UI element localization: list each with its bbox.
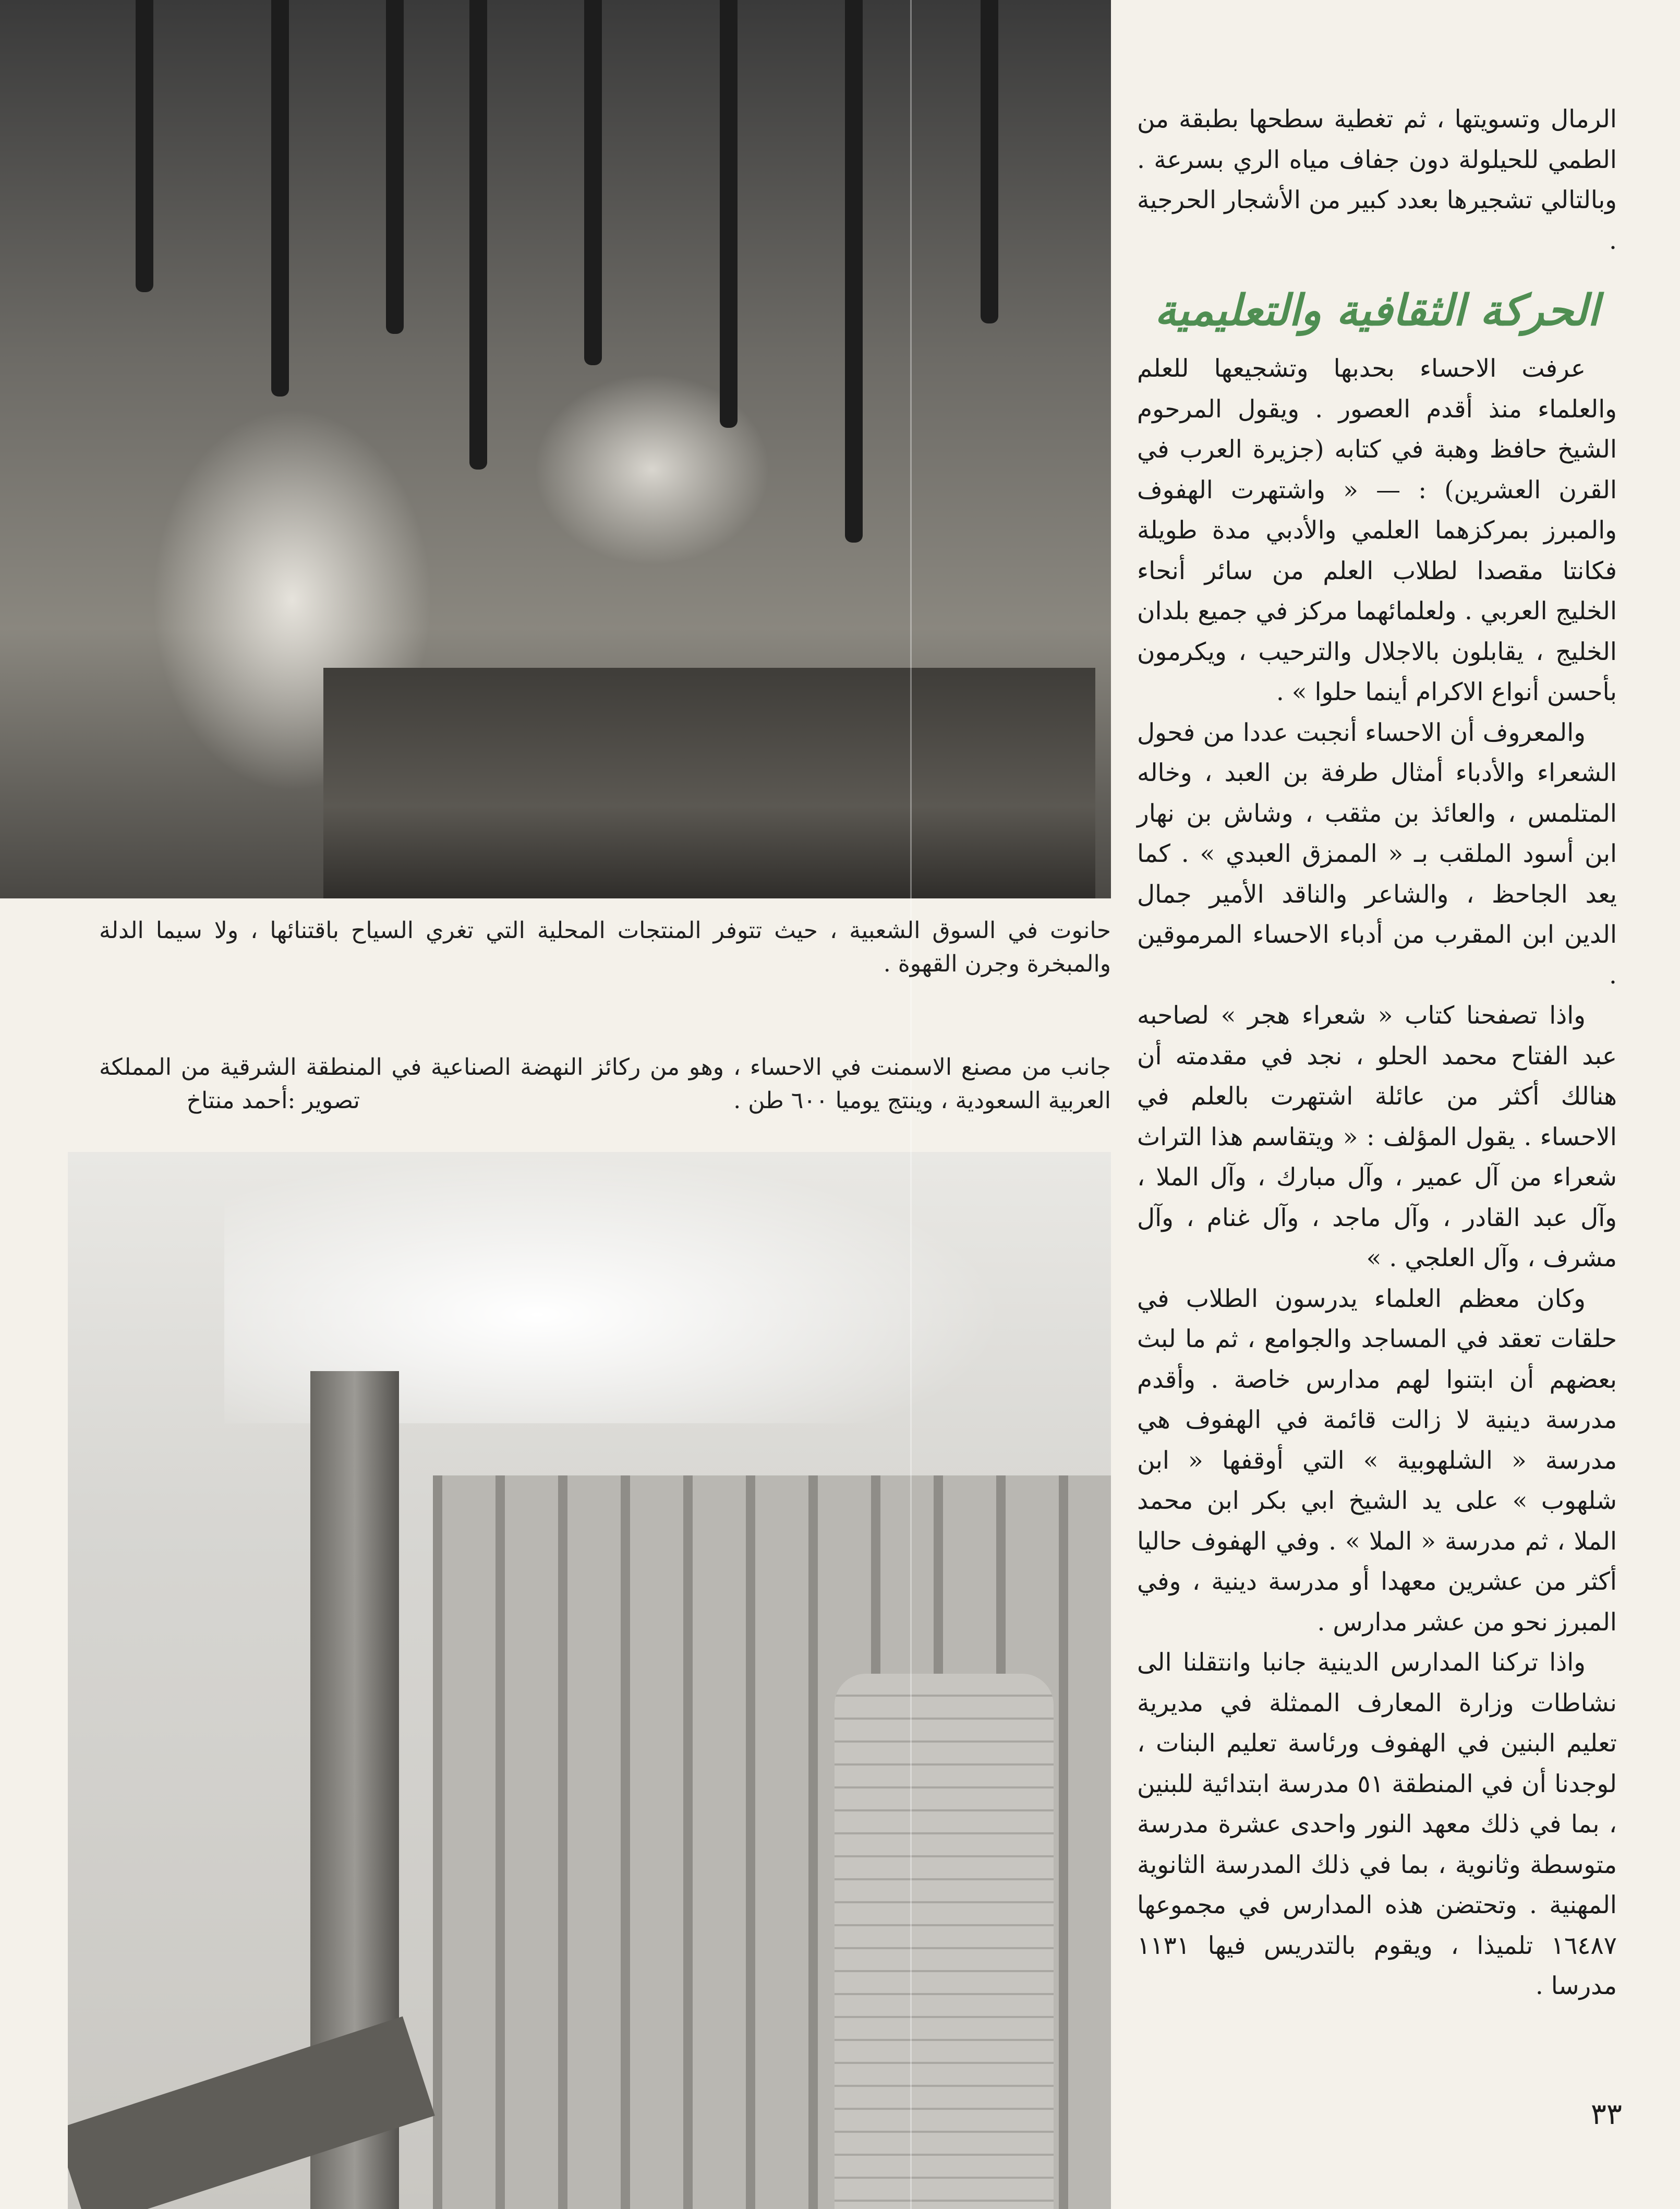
- article-paragraph: عرفت الاحساء بحدبها وتشجيعها للعلم والعلماء منذ أقدم العصور . ويقول المرحوم الشيخ حافظ وهبة في كتابه (جزيرة العرب في القرن العشرين) : — « واشتهرت الهفوف والمبرز بمركزهما العلمي والأدبي مدة طويلة فكانتا مقصدا لطلاب العلم من سائر أنحاء الخليج العربي . ولعلمائهما مركز في جميع بلدان الخليج ، يقابلون بالاجلال والترحيب ، ويكرمون بأحسن أنواع الاكرام أينما حلوا » .: [1137, 354, 1617, 706]
- page-number: ٣٣: [1590, 2097, 1622, 2131]
- article-paragraph: واذا تصفحنا كتاب « شعراء هجر » لصاحبه عبد الفتاح محمد الحلو ، نجد في مقدمته أن هنالك أكثر من عائلة اشتهرت بالعلم في الاحساء . يقول المؤلف : « ويتقاسم هذا التراث شعراء من آل عمير ، وآل مبارك ، وآل الملا ، وآل عبد القادر ، وآل ماجد ، وآل غنام ، وآل مشرف ، وآل العلجي . »: [1137, 1001, 1617, 1272]
- section-heading: الحركة الثقافية والتعليمية: [1154, 285, 1600, 335]
- article-paragraph: والمعروف أن الاحساء أنجبت عددا من فحول الشعراء والأدباء أمثال طرفة بن العبد ، وخاله المتلمس ، والعائذ بن مثقب ، وشاش بن نهار ابن أسود الملقب بـ « الممزق العبدي » . كما يعد الجاحظ ، والشاعر والناقد الأمير جمال الدين ابن المقرب من أدباء الاحساء المرموقين .: [1137, 718, 1617, 990]
- photo-credit: تصوير :أحمد منتاخ: [186, 1087, 360, 1114]
- cement-factory-photo: [68, 1152, 1111, 2209]
- souq-shop-photo: [0, 0, 1111, 898]
- article-intro: الرمال وتسويتها ، ثم تغطية سطحها بطبقة من الطمي للحيلولة دون جفاف مياه الري بسرعة . وبالتالي تشجيرها بعدد كبير من الأشجار الحرجية .: [1137, 105, 1617, 255]
- souq-photo-caption: حانوت في السوق الشعبية ، حيث تتوفر المنتجات المحلية التي تغري السياح باقتنائها ، ولا سيما الدلة والمبخرة وجرن القهوة .: [99, 917, 1111, 977]
- cement-photo-caption: جانب من مصنع الاسمنت في الاحساء ، وهو من ركائز النهضة الصناعية في المنطقة الشرقية من المملكة العربية السعودية ، وينتج يوميا ٦٠٠ طن .: [99, 1054, 1111, 1114]
- article-paragraph: وكان معظم العلماء يدرسون الطلاب في حلقات تعقد في المساجد والجوامع ، ثم ما لبث بعضهم أن ابتنوا لهم مدارس خاصة . وأقدم مدرسة دينية لا زالت قائمة في الهفوف هي مدرسة « الشلهوبية » التي أوقفها « ابن شلهوب » على يد الشيخ ابي بكر ابن محمد الملا ، ثم مدرسة « الملا » . وفي الهفوف حاليا أكثر من عشرين معهدا أو مدرسة دينية ، وفي المبرز نحو من عشر مدارس .: [1137, 1284, 1617, 1637]
- article-column: [1137, 99, 1617, 2007]
- article-paragraph: واذا تركنا المدارس الدينية جانبا وانتقلنا الى نشاطات وزارة المعارف الممثلة في مديرية تعليم البنين في الهفوف ورئاسة تعليم البنات ، لوجدنا أن في المنطقة ٥١ مدرسة ابتدائية للبنين ، بما في ذلك معهد النور واحدى عشرة مدرسة متوسطة وثانوية ، بما في ذلك المدرسة الثانوية المهنية . وتحتضن هذه المدارس في مجموعها ١٦٤٨٧ تلميذا ، ويقوم بالتدريس فيها ١١٣١ مدرسا .: [1137, 1648, 1617, 2000]
